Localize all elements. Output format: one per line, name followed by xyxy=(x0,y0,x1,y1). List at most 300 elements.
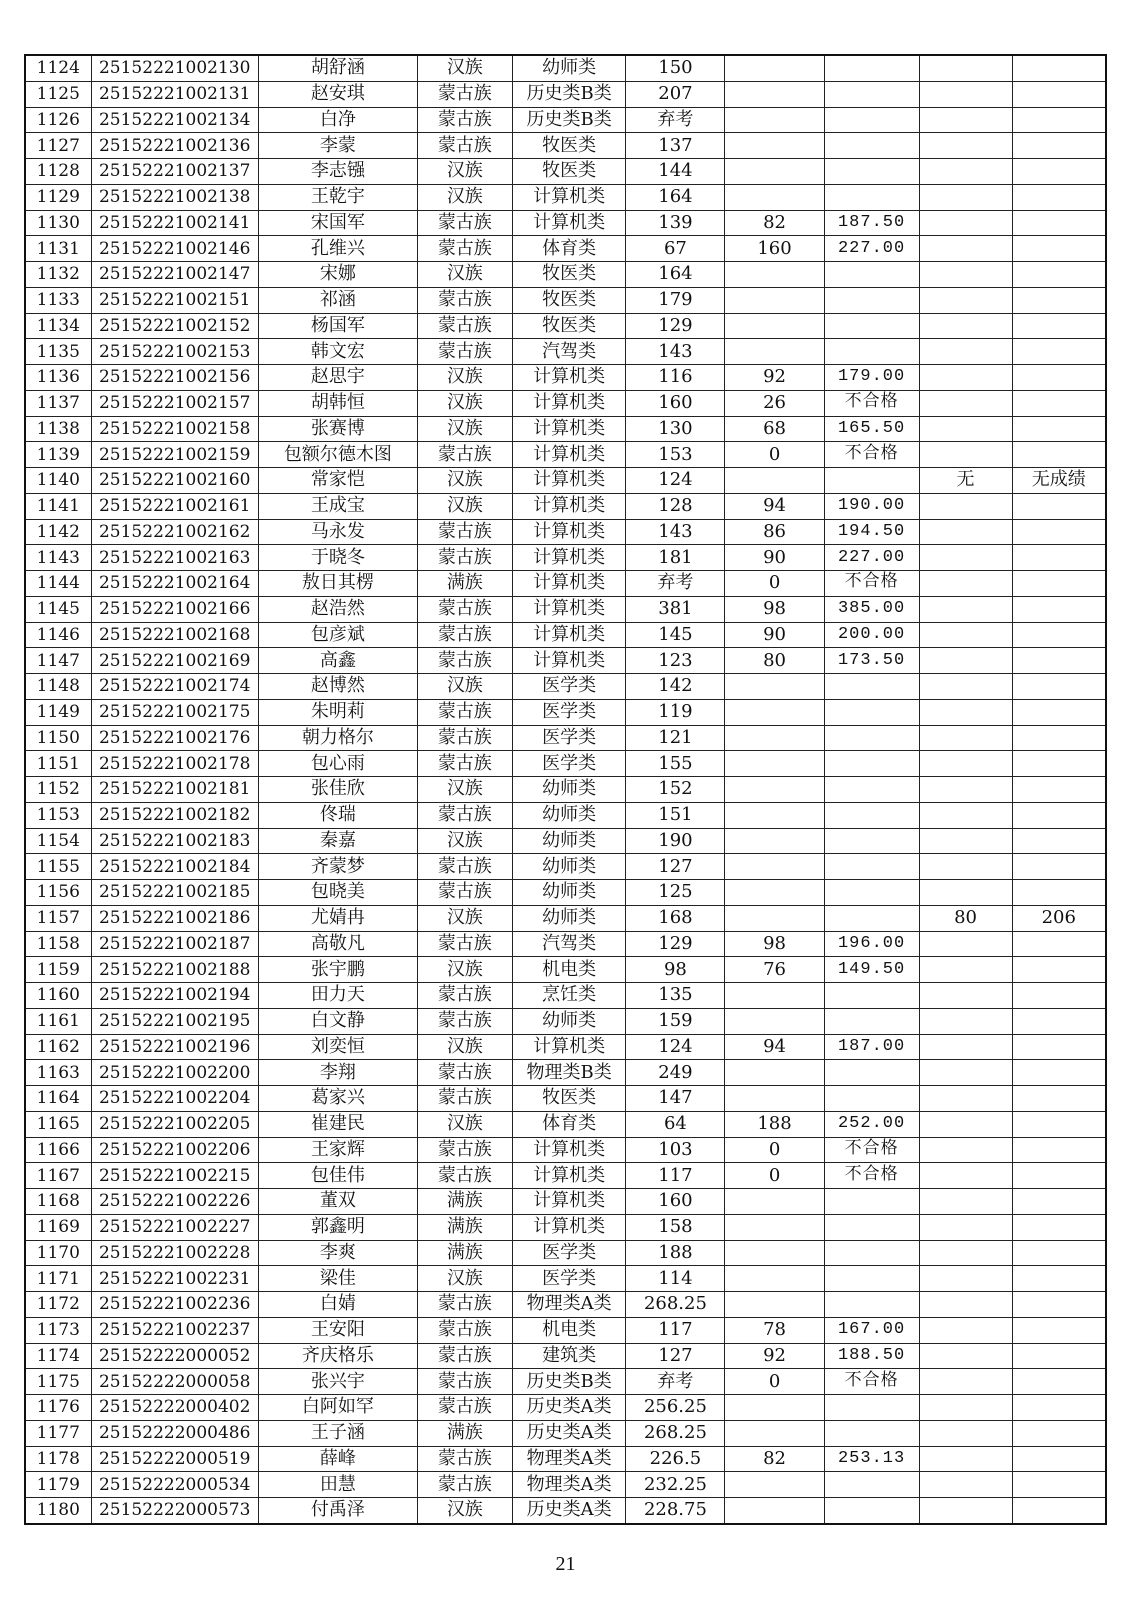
total-score-cell: 187.50 xyxy=(824,210,919,236)
category-cell: 幼师类 xyxy=(512,880,626,906)
table-row xyxy=(25,905,1106,931)
seq-cell: 1135 xyxy=(25,339,91,365)
ethnicity-cell: 蒙古族 xyxy=(417,1137,512,1163)
culture-score-cell: 143 xyxy=(626,339,725,365)
exam-id-cell: 25152221002151 xyxy=(91,287,258,313)
extra-total-cell xyxy=(1012,699,1106,725)
extra-total-cell xyxy=(1012,287,1106,313)
name-cell: 李爽 xyxy=(258,1240,417,1266)
total-score-cell xyxy=(824,905,919,931)
culture-score-cell: 381 xyxy=(626,596,725,622)
table-row xyxy=(25,1034,1106,1060)
category-cell: 医学类 xyxy=(512,674,626,700)
extra-total-cell xyxy=(1012,107,1106,133)
name-cell: 赵浩然 xyxy=(258,596,417,622)
name-cell: 赵思宇 xyxy=(258,365,417,391)
category-cell: 计算机类 xyxy=(512,1214,626,1240)
ethnicity-cell: 蒙古族 xyxy=(417,802,512,828)
extra-score-cell xyxy=(919,777,1012,803)
seq-cell: 1163 xyxy=(25,1060,91,1086)
seq-cell: 1149 xyxy=(25,699,91,725)
ethnicity-cell: 满族 xyxy=(417,571,512,597)
table-row xyxy=(25,1266,1106,1292)
skill-score-cell xyxy=(725,287,824,313)
total-score-cell xyxy=(824,802,919,828)
total-score-cell xyxy=(824,339,919,365)
ethnicity-cell: 汉族 xyxy=(417,1266,512,1292)
ethnicity-cell: 蒙古族 xyxy=(417,339,512,365)
ethnicity-cell: 蒙古族 xyxy=(417,648,512,674)
extra-score-cell xyxy=(919,365,1012,391)
extra-score-cell xyxy=(919,55,1012,81)
seq-cell: 1157 xyxy=(25,905,91,931)
seq-cell: 1156 xyxy=(25,880,91,906)
table-row xyxy=(25,751,1106,777)
category-cell: 计算机类 xyxy=(512,1189,626,1215)
table-row xyxy=(25,55,1106,81)
exam-id-cell: 25152221002158 xyxy=(91,416,258,442)
exam-id-cell: 25152221002153 xyxy=(91,339,258,365)
table-row xyxy=(25,1008,1106,1034)
category-cell: 计算机类 xyxy=(512,416,626,442)
skill-score-cell xyxy=(725,468,824,494)
culture-score-cell: 103 xyxy=(626,1137,725,1163)
seq-cell: 1152 xyxy=(25,777,91,803)
table-row xyxy=(25,828,1106,854)
name-cell: 宋娜 xyxy=(258,262,417,288)
table-row xyxy=(25,1420,1106,1446)
extra-total-cell xyxy=(1012,1189,1106,1215)
extra-score-cell xyxy=(919,287,1012,313)
category-cell: 幼师类 xyxy=(512,828,626,854)
extra-total-cell xyxy=(1012,751,1106,777)
table-row xyxy=(25,1214,1106,1240)
name-cell: 包心雨 xyxy=(258,751,417,777)
seq-cell: 1153 xyxy=(25,802,91,828)
name-cell: 郭鑫明 xyxy=(258,1214,417,1240)
table-row xyxy=(25,81,1106,107)
table-row xyxy=(25,957,1106,983)
culture-score-cell: 64 xyxy=(626,1111,725,1137)
total-score-cell xyxy=(824,468,919,494)
culture-score-cell: 144 xyxy=(626,159,725,185)
seq-cell: 1140 xyxy=(25,468,91,494)
skill-score-cell xyxy=(725,107,824,133)
skill-score-cell xyxy=(725,1008,824,1034)
total-score-cell xyxy=(824,1292,919,1318)
ethnicity-cell: 蒙古族 xyxy=(417,81,512,107)
total-score-cell xyxy=(824,262,919,288)
ethnicity-cell: 蒙古族 xyxy=(417,236,512,262)
culture-score-cell: 117 xyxy=(626,1317,725,1343)
category-cell: 计算机类 xyxy=(512,596,626,622)
extra-total-cell xyxy=(1012,828,1106,854)
culture-score-cell: 124 xyxy=(626,468,725,494)
skill-score-cell xyxy=(725,983,824,1009)
ethnicity-cell: 汉族 xyxy=(417,1111,512,1137)
total-score-cell: 不合格 xyxy=(824,1137,919,1163)
extra-score-cell xyxy=(919,1086,1012,1112)
total-score-cell xyxy=(824,1008,919,1034)
category-cell: 幼师类 xyxy=(512,905,626,931)
table-row xyxy=(25,1137,1106,1163)
extra-total-cell xyxy=(1012,983,1106,1009)
category-cell: 物理类A类 xyxy=(512,1292,626,1318)
ethnicity-cell: 蒙古族 xyxy=(417,1086,512,1112)
table-row xyxy=(25,1163,1106,1189)
total-score-cell: 不合格 xyxy=(824,390,919,416)
category-cell: 体育类 xyxy=(512,236,626,262)
extra-total-cell xyxy=(1012,1086,1106,1112)
table-row xyxy=(25,1086,1106,1112)
table-row xyxy=(25,931,1106,957)
skill-score-cell xyxy=(725,339,824,365)
total-score-cell xyxy=(824,1086,919,1112)
extra-total-cell xyxy=(1012,365,1106,391)
name-cell: 朝力格尔 xyxy=(258,725,417,751)
culture-score-cell: 160 xyxy=(626,390,725,416)
category-cell: 医学类 xyxy=(512,725,626,751)
exam-id-cell: 25152221002182 xyxy=(91,802,258,828)
extra-total-cell xyxy=(1012,1292,1106,1318)
extra-score-cell xyxy=(919,983,1012,1009)
seq-cell: 1175 xyxy=(25,1369,91,1395)
exam-id-cell: 25152221002194 xyxy=(91,983,258,1009)
name-cell: 杨国军 xyxy=(258,313,417,339)
table-row xyxy=(25,725,1106,751)
table-row xyxy=(25,1240,1106,1266)
seq-cell: 1130 xyxy=(25,210,91,236)
exam-id-cell: 25152221002161 xyxy=(91,493,258,519)
skill-score-cell: 188 xyxy=(725,1111,824,1137)
category-cell: 汽驾类 xyxy=(512,339,626,365)
culture-score-cell: 67 xyxy=(626,236,725,262)
table-row xyxy=(25,236,1106,262)
table-row xyxy=(25,416,1106,442)
name-cell: 白阿如罕 xyxy=(258,1395,417,1421)
name-cell: 白文静 xyxy=(258,1008,417,1034)
extra-score-cell xyxy=(919,416,1012,442)
extra-score-cell xyxy=(919,210,1012,236)
exam-id-cell: 25152221002200 xyxy=(91,1060,258,1086)
name-cell: 包晓美 xyxy=(258,880,417,906)
culture-score-cell: 151 xyxy=(626,802,725,828)
name-cell: 张佳欣 xyxy=(258,777,417,803)
skill-score-cell xyxy=(725,854,824,880)
extra-total-cell xyxy=(1012,957,1106,983)
exam-id-cell: 25152222000519 xyxy=(91,1446,258,1472)
table-row xyxy=(25,1498,1106,1524)
ethnicity-cell: 满族 xyxy=(417,1240,512,1266)
table-row xyxy=(25,674,1106,700)
extra-score-cell xyxy=(919,390,1012,416)
extra-score-cell xyxy=(919,339,1012,365)
name-cell: 包佳伟 xyxy=(258,1163,417,1189)
total-score-cell xyxy=(824,1395,919,1421)
category-cell: 医学类 xyxy=(512,699,626,725)
seq-cell: 1139 xyxy=(25,442,91,468)
seq-cell: 1169 xyxy=(25,1214,91,1240)
extra-score-cell xyxy=(919,699,1012,725)
skill-score-cell: 82 xyxy=(725,1446,824,1472)
exam-id-cell: 25152221002195 xyxy=(91,1008,258,1034)
extra-total-cell xyxy=(1012,1214,1106,1240)
extra-total-cell xyxy=(1012,339,1106,365)
total-score-cell xyxy=(824,1420,919,1446)
skill-score-cell: 94 xyxy=(725,1034,824,1060)
culture-score-cell: 150 xyxy=(626,55,725,81)
skill-score-cell: 94 xyxy=(725,493,824,519)
ethnicity-cell: 满族 xyxy=(417,1420,512,1446)
total-score-cell: 227.00 xyxy=(824,236,919,262)
table-row xyxy=(25,390,1106,416)
ethnicity-cell: 蒙古族 xyxy=(417,1446,512,1472)
culture-score-cell: 152 xyxy=(626,777,725,803)
skill-score-cell xyxy=(725,81,824,107)
table-row xyxy=(25,184,1106,210)
total-score-cell: 385.00 xyxy=(824,596,919,622)
extra-total-cell xyxy=(1012,725,1106,751)
table-row xyxy=(25,262,1106,288)
seq-cell: 1167 xyxy=(25,1163,91,1189)
ethnicity-cell: 汉族 xyxy=(417,828,512,854)
skill-score-cell xyxy=(725,133,824,159)
culture-score-cell: 123 xyxy=(626,648,725,674)
extra-score-cell xyxy=(919,957,1012,983)
seq-cell: 1128 xyxy=(25,159,91,185)
total-score-cell xyxy=(824,1498,919,1524)
extra-score-cell xyxy=(919,1060,1012,1086)
seq-cell: 1173 xyxy=(25,1317,91,1343)
culture-score-cell: 164 xyxy=(626,184,725,210)
extra-score-cell xyxy=(919,133,1012,159)
seq-cell: 1172 xyxy=(25,1292,91,1318)
total-score-cell xyxy=(824,699,919,725)
culture-score-cell: 190 xyxy=(626,828,725,854)
seq-cell: 1134 xyxy=(25,313,91,339)
culture-score-cell: 137 xyxy=(626,133,725,159)
seq-cell: 1178 xyxy=(25,1446,91,1472)
exam-id-cell: 25152221002188 xyxy=(91,957,258,983)
category-cell: 历史类A类 xyxy=(512,1498,626,1524)
ethnicity-cell: 蒙古族 xyxy=(417,596,512,622)
table-row xyxy=(25,1060,1106,1086)
seq-cell: 1176 xyxy=(25,1395,91,1421)
category-cell: 幼师类 xyxy=(512,1008,626,1034)
extra-score-cell xyxy=(919,1446,1012,1472)
table-row xyxy=(25,133,1106,159)
culture-score-cell: 129 xyxy=(626,313,725,339)
table-row xyxy=(25,699,1106,725)
name-cell: 尤婧冉 xyxy=(258,905,417,931)
page-number: 21 xyxy=(555,1553,576,1575)
culture-score-cell: 155 xyxy=(626,751,725,777)
name-cell: 张宇鹏 xyxy=(258,957,417,983)
category-cell: 物理类A类 xyxy=(512,1446,626,1472)
ethnicity-cell: 汉族 xyxy=(417,777,512,803)
category-cell: 历史类B类 xyxy=(512,1369,626,1395)
culture-score-cell: 143 xyxy=(626,519,725,545)
ethnicity-cell: 蒙古族 xyxy=(417,287,512,313)
skill-score-cell: 98 xyxy=(725,596,824,622)
exam-id-cell: 25152221002138 xyxy=(91,184,258,210)
ethnicity-cell: 蒙古族 xyxy=(417,1292,512,1318)
exam-id-cell: 25152221002196 xyxy=(91,1034,258,1060)
category-cell: 计算机类 xyxy=(512,184,626,210)
exam-id-cell: 25152221002157 xyxy=(91,390,258,416)
name-cell: 秦嘉 xyxy=(258,828,417,854)
skill-score-cell: 86 xyxy=(725,519,824,545)
total-score-cell: 194.50 xyxy=(824,519,919,545)
exam-id-cell: 25152221002137 xyxy=(91,159,258,185)
extra-score-cell xyxy=(919,1498,1012,1524)
name-cell: 孔维兴 xyxy=(258,236,417,262)
exam-id-cell: 25152221002237 xyxy=(91,1317,258,1343)
exam-id-cell: 25152222000573 xyxy=(91,1498,258,1524)
extra-total-cell xyxy=(1012,159,1106,185)
name-cell: 白婧 xyxy=(258,1292,417,1318)
ethnicity-cell: 蒙古族 xyxy=(417,313,512,339)
extra-score-cell: 80 xyxy=(919,905,1012,931)
skill-score-cell xyxy=(725,1214,824,1240)
extra-score-cell xyxy=(919,1163,1012,1189)
extra-score-cell xyxy=(919,596,1012,622)
seq-cell: 1129 xyxy=(25,184,91,210)
category-cell: 牧医类 xyxy=(512,262,626,288)
exam-id-cell: 25152221002215 xyxy=(91,1163,258,1189)
table-row xyxy=(25,571,1106,597)
name-cell: 宋国军 xyxy=(258,210,417,236)
category-cell: 物理类A类 xyxy=(512,1472,626,1498)
table-row xyxy=(25,777,1106,803)
category-cell: 机电类 xyxy=(512,957,626,983)
skill-score-cell xyxy=(725,1189,824,1215)
name-cell: 葛家兴 xyxy=(258,1086,417,1112)
category-cell: 计算机类 xyxy=(512,519,626,545)
extra-score-cell xyxy=(919,519,1012,545)
table-row xyxy=(25,210,1106,236)
name-cell: 梁佳 xyxy=(258,1266,417,1292)
extra-total-cell xyxy=(1012,854,1106,880)
table-row xyxy=(25,854,1106,880)
exam-id-cell: 25152221002205 xyxy=(91,1111,258,1137)
total-score-cell xyxy=(824,777,919,803)
extra-total-cell xyxy=(1012,1240,1106,1266)
skill-score-cell xyxy=(725,1060,824,1086)
table-row xyxy=(25,1369,1106,1395)
exam-id-cell: 25152221002152 xyxy=(91,313,258,339)
seq-cell: 1145 xyxy=(25,596,91,622)
skill-score-cell xyxy=(725,751,824,777)
culture-score-cell: 249 xyxy=(626,1060,725,1086)
name-cell: 包额尔德木图 xyxy=(258,442,417,468)
ethnicity-cell: 蒙古族 xyxy=(417,751,512,777)
ethnicity-cell: 蒙古族 xyxy=(417,1472,512,1498)
total-score-cell xyxy=(824,313,919,339)
extra-total-cell xyxy=(1012,596,1106,622)
extra-total-cell xyxy=(1012,1034,1106,1060)
ethnicity-cell: 蒙古族 xyxy=(417,133,512,159)
extra-score-cell xyxy=(919,1137,1012,1163)
name-cell: 敖日其楞 xyxy=(258,571,417,597)
extra-total-cell xyxy=(1012,571,1106,597)
exam-id-cell: 25152221002169 xyxy=(91,648,258,674)
exam-id-cell: 25152221002184 xyxy=(91,854,258,880)
table-row xyxy=(25,107,1106,133)
exam-id-cell: 25152221002181 xyxy=(91,777,258,803)
ethnicity-cell: 蒙古族 xyxy=(417,1008,512,1034)
total-score-cell: 149.50 xyxy=(824,957,919,983)
culture-score-cell: 142 xyxy=(626,674,725,700)
extra-score-cell xyxy=(919,751,1012,777)
ethnicity-cell: 蒙古族 xyxy=(417,1343,512,1369)
extra-total-cell xyxy=(1012,519,1106,545)
exam-id-cell: 25152221002156 xyxy=(91,365,258,391)
category-cell: 历史类A类 xyxy=(512,1395,626,1421)
seq-cell: 1126 xyxy=(25,107,91,133)
culture-score-cell: 130 xyxy=(626,416,725,442)
ethnicity-cell: 蒙古族 xyxy=(417,931,512,957)
name-cell: 朱明莉 xyxy=(258,699,417,725)
seq-cell: 1161 xyxy=(25,1008,91,1034)
category-cell: 计算机类 xyxy=(512,442,626,468)
extra-score-cell xyxy=(919,184,1012,210)
skill-score-cell: 90 xyxy=(725,545,824,571)
category-cell: 牧医类 xyxy=(512,1086,626,1112)
ethnicity-cell: 汉族 xyxy=(417,390,512,416)
table-row xyxy=(25,1395,1106,1421)
total-score-cell: 173.50 xyxy=(824,648,919,674)
name-cell: 李蒙 xyxy=(258,133,417,159)
category-cell: 幼师类 xyxy=(512,55,626,81)
category-cell: 牧医类 xyxy=(512,159,626,185)
category-cell: 历史类B类 xyxy=(512,81,626,107)
culture-score-cell: 179 xyxy=(626,287,725,313)
name-cell: 白净 xyxy=(258,107,417,133)
seq-cell: 1170 xyxy=(25,1240,91,1266)
skill-score-cell: 78 xyxy=(725,1317,824,1343)
name-cell: 齐蒙梦 xyxy=(258,854,417,880)
seq-cell: 1162 xyxy=(25,1034,91,1060)
culture-score-cell: 128 xyxy=(626,493,725,519)
ethnicity-cell: 蒙古族 xyxy=(417,545,512,571)
table-body xyxy=(25,55,1106,1524)
exam-id-cell: 25152222000534 xyxy=(91,1472,258,1498)
table-row xyxy=(25,287,1106,313)
culture-score-cell: 228.75 xyxy=(626,1498,725,1524)
category-cell: 计算机类 xyxy=(512,468,626,494)
total-score-cell: 190.00 xyxy=(824,493,919,519)
seq-cell: 1160 xyxy=(25,983,91,1009)
category-cell: 牧医类 xyxy=(512,133,626,159)
seq-cell: 1146 xyxy=(25,622,91,648)
ethnicity-cell: 蒙古族 xyxy=(417,983,512,1009)
name-cell: 刘奕恒 xyxy=(258,1034,417,1060)
culture-score-cell: 158 xyxy=(626,1214,725,1240)
extra-total-cell: 206 xyxy=(1012,905,1106,931)
skill-score-cell xyxy=(725,802,824,828)
table-row xyxy=(25,622,1106,648)
category-cell: 计算机类 xyxy=(512,571,626,597)
extra-score-cell xyxy=(919,442,1012,468)
ethnicity-cell: 蒙古族 xyxy=(417,1395,512,1421)
name-cell: 于晓冬 xyxy=(258,545,417,571)
extra-score-cell xyxy=(919,1472,1012,1498)
table-row xyxy=(25,1446,1106,1472)
extra-total-cell xyxy=(1012,133,1106,159)
total-score-cell: 不合格 xyxy=(824,571,919,597)
total-score-cell xyxy=(824,1189,919,1215)
